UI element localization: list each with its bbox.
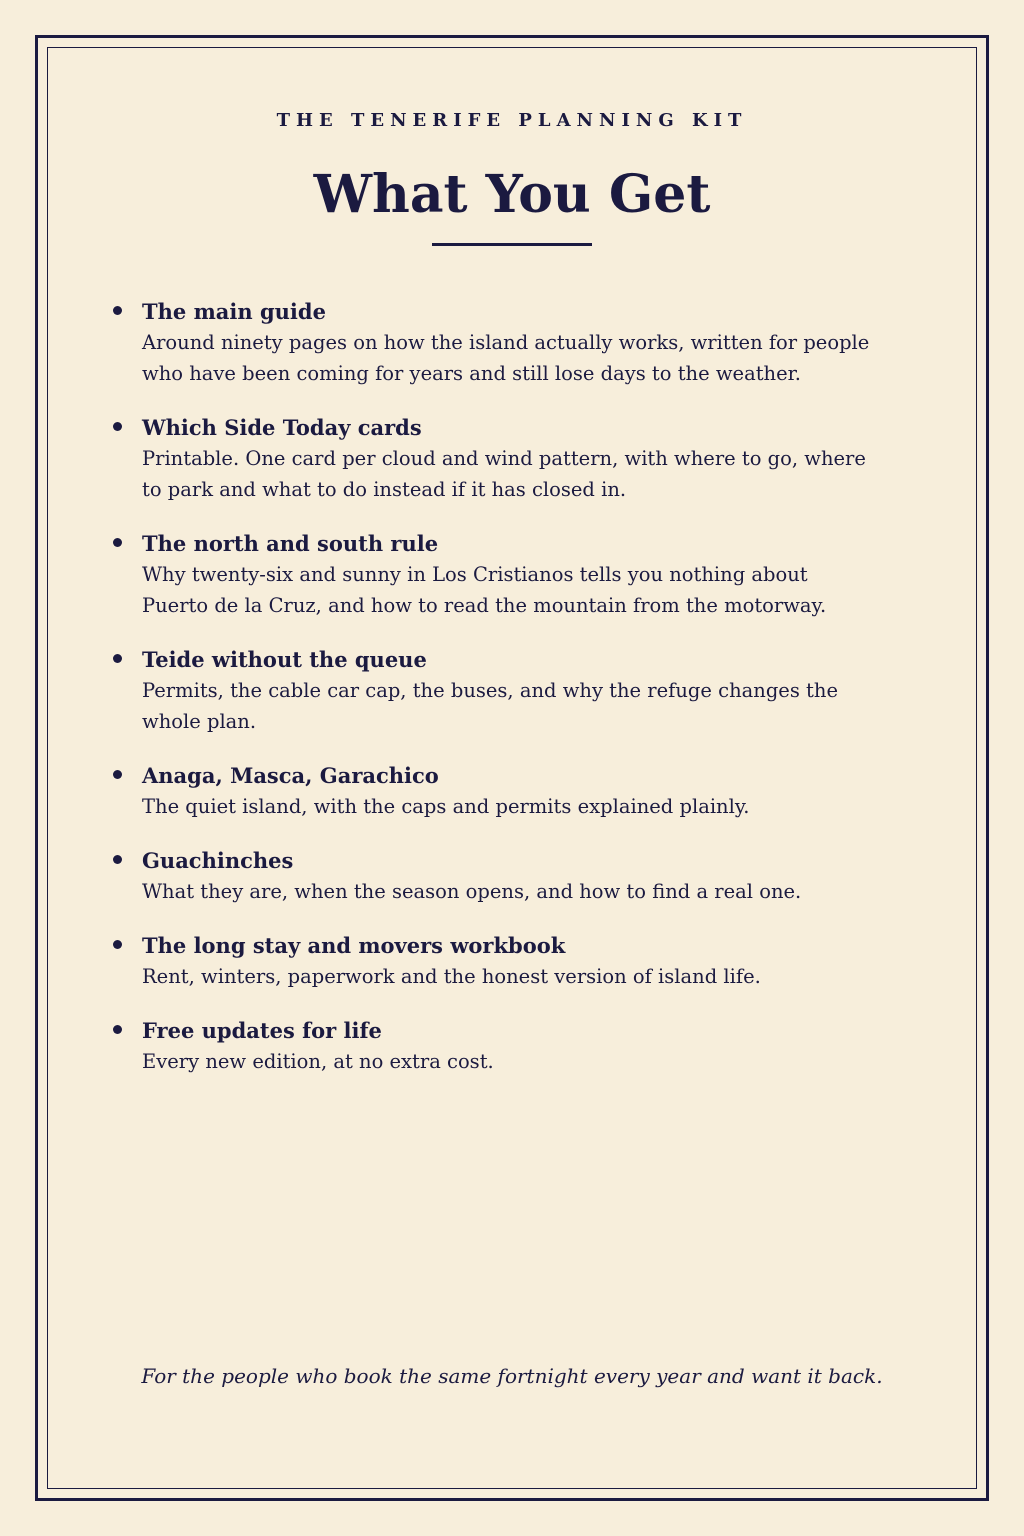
kit-eyebrow: THE TENERIFE PLANNING KIT <box>276 110 748 131</box>
item-description: Permits, the cable car cap, the buses, and why the refuge changes the whole plan. <box>142 679 838 733</box>
title-divider <box>432 243 592 246</box>
bullet-icon <box>113 1025 122 1034</box>
contents-list <box>142 296 872 1100</box>
page-title: What You Get <box>313 164 711 225</box>
bullet-icon <box>113 654 122 663</box>
item-title: Free updates for life <box>142 1018 382 1043</box>
list-item <box>142 1015 872 1077</box>
item-title: Anaga, Masca, Garachico <box>142 763 439 788</box>
item-description: Every new edition, at no extra cost. <box>142 1050 494 1073</box>
item-title: The north and south rule <box>142 531 439 556</box>
bullet-icon <box>113 538 122 547</box>
item-description: Printable. One card per cloud and wind pattern, with where to go, where to park and what to do instead if it has closed in. <box>142 447 866 501</box>
list-item <box>142 412 872 505</box>
list-item <box>142 760 872 822</box>
item-description: Rent, winters, paperwork and the honest version of island life. <box>142 965 761 988</box>
list-item <box>142 845 872 907</box>
item-title: Guachinches <box>142 848 294 873</box>
item-title: The main guide <box>142 299 326 324</box>
bullet-icon <box>113 422 122 431</box>
item-description: The quiet island, with the caps and permits explained plainly. <box>142 795 750 818</box>
item-description: Around ninety pages on how the island actually works, written for people who have been coming for years and still lose days to the weather. <box>142 331 870 385</box>
bullet-icon <box>113 940 122 949</box>
item-title: The long stay and movers workbook <box>142 933 566 958</box>
item-description: What they are, when the season opens, and how to find a real one. <box>142 880 802 903</box>
list-item <box>142 644 872 737</box>
list-item <box>142 930 872 992</box>
bullet-icon <box>113 770 122 779</box>
closing-tagline: For the people who book the same fortnight every year and want it back. <box>141 1364 883 1388</box>
item-description: Why twenty-six and sunny in Los Cristianos tells you nothing about Puerto de la Cruz, and how to read the mountain from the motorway. <box>142 563 827 617</box>
list-item <box>142 528 872 621</box>
bullet-icon <box>113 855 122 864</box>
list-item <box>142 296 872 389</box>
item-title: Teide without the queue <box>142 647 427 672</box>
item-title: Which Side Today cards <box>142 415 422 440</box>
bullet-icon <box>113 306 122 315</box>
